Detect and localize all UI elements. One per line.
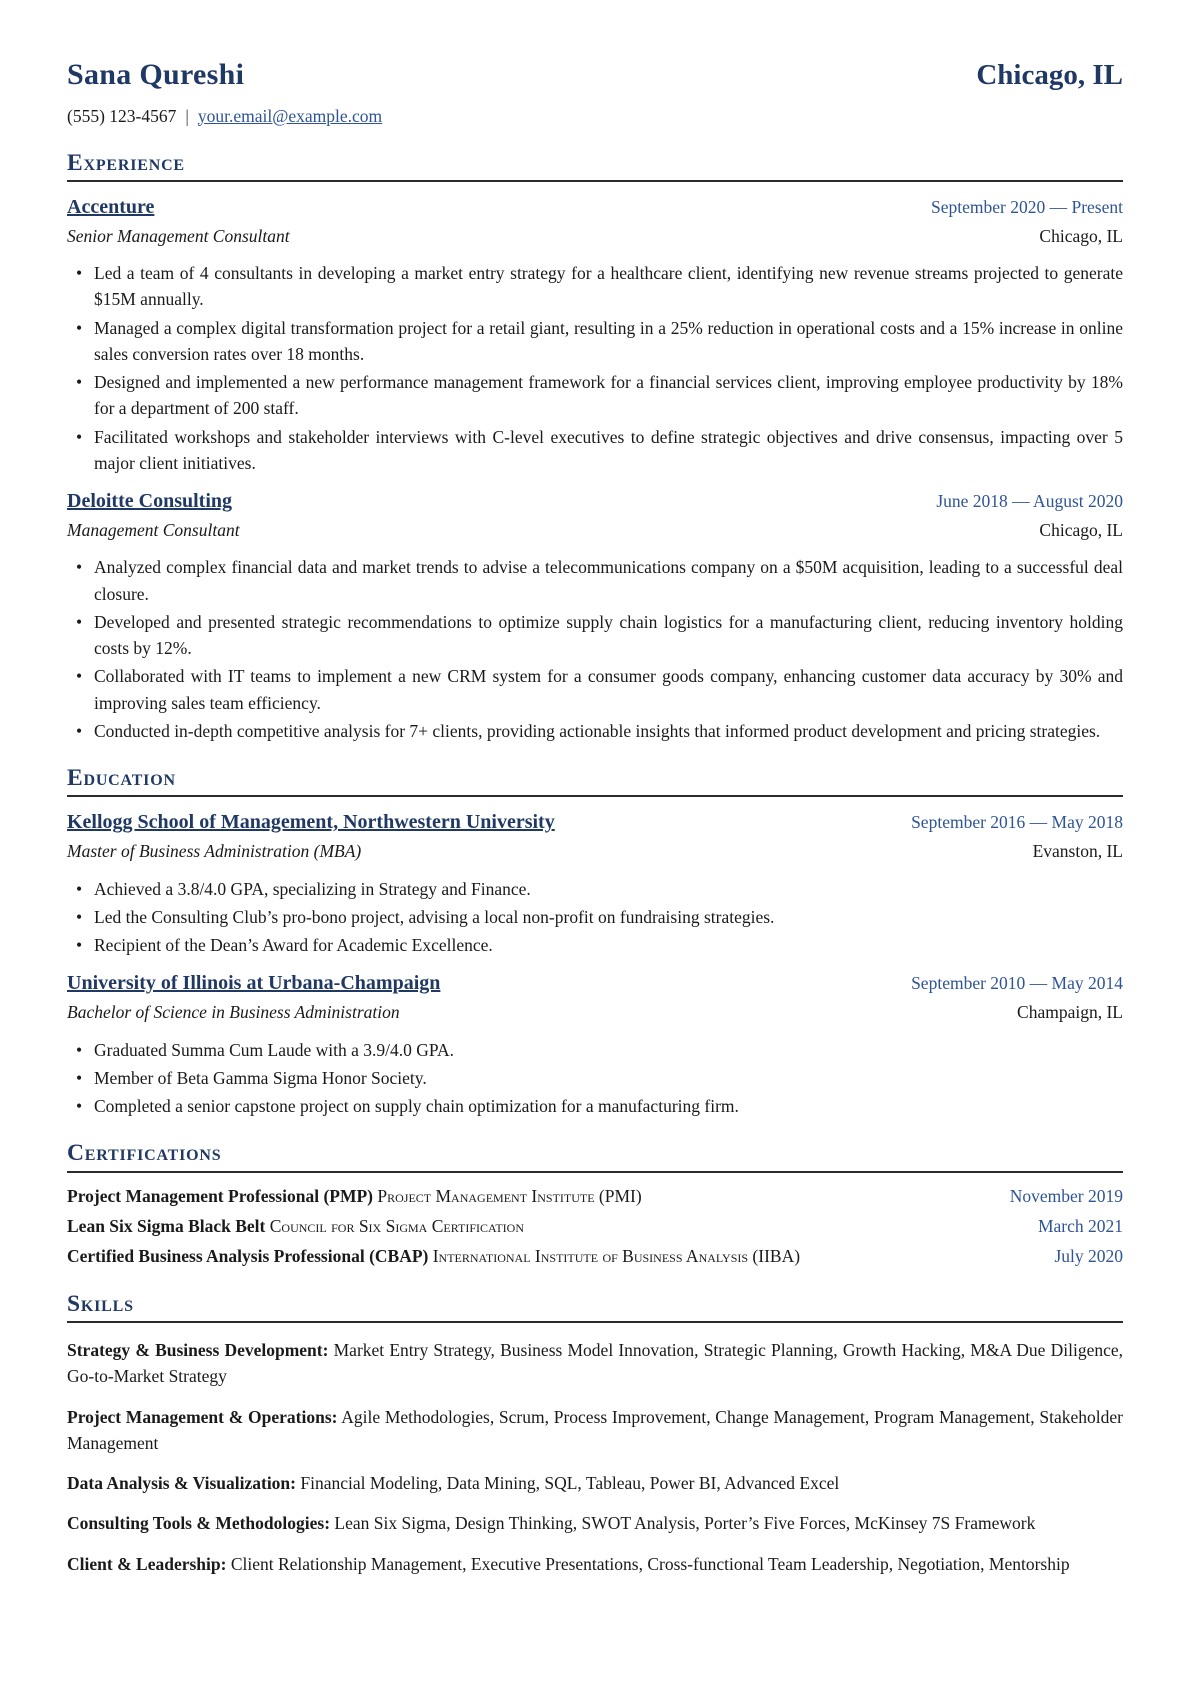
resume-header <box>67 52 1123 98</box>
certification-issuer: International Institute of Business Analysis (IIBA) <box>432 1245 801 1266</box>
skill-group-data-analysis <box>67 1470 1123 1496</box>
skill-category-label: Data Analysis & Visualization: <box>67 1473 296 1494</box>
entry-header <box>67 807 1123 837</box>
skill-category-label: Strategy & Business Development: <box>67 1340 329 1361</box>
school-name[interactable]: University of Illinois at Urbana-Champaign <box>67 972 441 995</box>
company-name[interactable]: Deloitte Consulting <box>67 490 232 513</box>
bullet-item: • Member of Beta Gamma Sigma Honor Society. <box>67 1065 1123 1091</box>
entry-header <box>67 192 1123 222</box>
certification-row <box>67 1183 1123 1210</box>
skill-category-label: Client & Leadership: <box>67 1553 227 1574</box>
section-rule <box>67 180 1123 182</box>
employment-dates: June 2018 — August 2020 <box>936 491 1123 512</box>
certification-name: Certified Business Analysis Professional (CBAP) <box>67 1245 429 1266</box>
contact-separator: | <box>185 105 189 126</box>
company-name[interactable]: Accenture <box>67 195 155 218</box>
bullet-item: • Facilitated workshops and stakeholder interviews with C-level executives to define strategic objectives and drive consensus, impacting over 5 major client initiatives. <box>67 424 1123 477</box>
entry-header <box>67 486 1123 516</box>
bullet-item: • Achieved a 3.8/4.0 GPA, specializing in Strategy and Finance. <box>67 876 1123 902</box>
education-entry-kellogg <box>67 807 1123 958</box>
skill-category-label: Project Management & Operations: <box>67 1406 338 1427</box>
certifications-section-title: Certifications <box>67 1140 222 1167</box>
entry-subheader <box>67 517 1123 543</box>
email-link[interactable]: your.email@example.com <box>197 105 383 126</box>
employment-dates: September 2020 — Present <box>931 196 1123 217</box>
bullet-list <box>67 1037 1123 1120</box>
certification-date: November 2019 <box>1009 1185 1123 1206</box>
bullet-list <box>67 260 1123 476</box>
degree-name: Bachelor of Science in Business Administration <box>67 1002 400 1023</box>
skills-section-title: Skills <box>67 1290 134 1317</box>
skill-items: Client Relationship Management, Executive Presentations, Cross-functional Team Leadership, Negotiation, Mentorship <box>230 1553 1070 1574</box>
skill-items: Lean Six Sigma, Design Thinking, SWOT Analysis, Porter’s Five Forces, McKinsey 7S Framework <box>334 1513 1036 1534</box>
section-rule <box>67 795 1123 797</box>
education-dates: September 2016 — May 2018 <box>911 812 1123 833</box>
skill-items: Financial Modeling, Data Mining, SQL, Tableau, Power BI, Advanced Excel <box>300 1473 840 1494</box>
contact-line <box>67 103 1123 129</box>
bullet-item: • Conducted in-depth competitive analysis for 7+ clients, providing actionable insights that informed product development and pricing strategies. <box>67 718 1123 744</box>
job-title: Management Consultant <box>67 520 240 541</box>
school-name[interactable]: Kellogg School of Management, Northwestern University <box>67 811 555 834</box>
skill-group-consulting-tools <box>67 1510 1123 1536</box>
education-dates: September 2010 — May 2014 <box>911 973 1123 994</box>
bullet-item: • Led the Consulting Club’s pro-bono project, advising a local non-profit on fundraising strategies. <box>67 904 1123 930</box>
bullet-item: • Graduated Summa Cum Laude with a 3.9/4.0 GPA. <box>67 1037 1123 1063</box>
certification-name: Project Management Professional (PMP) <box>67 1185 373 1206</box>
candidate-name: Sana Qureshi <box>67 58 245 91</box>
experience-entry-deloitte <box>67 486 1123 744</box>
job-location: Chicago, IL <box>1039 520 1123 541</box>
bullet-item: • Led a team of 4 consultants in developing a market entry strategy for a healthcare client, identifying new revenue streams projected to generate $15M annually. <box>67 260 1123 313</box>
job-location: Chicago, IL <box>1039 225 1123 246</box>
entry-subheader <box>67 999 1123 1025</box>
degree-name: Master of Business Administration (MBA) <box>67 841 362 862</box>
job-title: Senior Management Consultant <box>67 225 290 246</box>
skill-items: Agile Methodologies, Scrum, Process Improvement, Change Management, Program Management, Stakeholder Management <box>67 1406 1123 1453</box>
bullet-item: • Analyzed complex financial data and market trends to advise a telecommunications company on a $50M acquisition, leading to a successful deal closure. <box>67 554 1123 607</box>
bullet-list <box>67 554 1123 744</box>
section-education <box>67 764 1123 1119</box>
section-rule <box>67 1171 1123 1173</box>
phone-number: (555) 123-4567 <box>67 105 177 126</box>
certification-row <box>67 1243 1123 1270</box>
candidate-location: Chicago, IL <box>976 59 1123 91</box>
section-skills <box>67 1290 1123 1577</box>
bullet-item: • Designed and implemented a new performance management framework for a financial services client, improving employee productivity by 18% for a department of 200 staff. <box>67 369 1123 422</box>
school-location: Champaign, IL <box>1017 1002 1123 1023</box>
entry-subheader <box>67 223 1123 249</box>
experience-entry-accenture <box>67 192 1123 476</box>
skill-group-strategy <box>67 1337 1123 1390</box>
section-certifications <box>67 1139 1123 1270</box>
skill-items: Market Entry Strategy, Business Model Innovation, Strategic Planning, Growth Hacking, M&A Due Diligence, Go-to-Market Strategy <box>67 1340 1124 1387</box>
bullet-item: • Managed a complex digital transformation project for a retail giant, resulting in a 25% reduction in operational costs and a 15% increase in online sales conversion rates over 18 months. <box>67 315 1123 368</box>
entry-subheader <box>67 838 1123 864</box>
skill-category-label: Consulting Tools & Methodologies: <box>67 1513 331 1534</box>
entry-header <box>67 968 1123 998</box>
skill-group-client-leadership <box>67 1551 1123 1577</box>
bullet-item: • Recipient of the Dean’s Award for Academic Excellence. <box>67 932 1123 958</box>
bullet-item: • Collaborated with IT teams to implement a new CRM system for a consumer goods company, enhancing customer data accuracy by 30% and improving sales team efficiency. <box>67 663 1123 716</box>
skill-group-project-management <box>67 1404 1123 1457</box>
section-rule <box>67 1321 1123 1323</box>
certification-date: July 2020 <box>1054 1245 1123 1266</box>
bullet-item: • Completed a senior capstone project on supply chain optimization for a manufacturing firm. <box>67 1093 1123 1119</box>
experience-section-title: Experience <box>67 149 185 176</box>
certification-issuer: Council for Six Sigma Certification <box>269 1215 524 1236</box>
certification-date: March 2021 <box>1037 1215 1123 1236</box>
section-experience <box>67 149 1123 744</box>
education-section-title: Education <box>67 765 176 792</box>
bullet-item: • Developed and presented strategic recommendations to optimize supply chain logistics for a manufacturing client, reducing inventory holding costs by 12%. <box>67 609 1123 662</box>
certification-row <box>67 1213 1123 1240</box>
school-location: Evanston, IL <box>1032 841 1123 862</box>
bullet-list <box>67 876 1123 959</box>
certification-issuer: Project Management Institute (PMI) <box>377 1185 642 1206</box>
certification-name: Lean Six Sigma Black Belt <box>67 1215 266 1236</box>
education-entry-uiuc <box>67 968 1123 1119</box>
